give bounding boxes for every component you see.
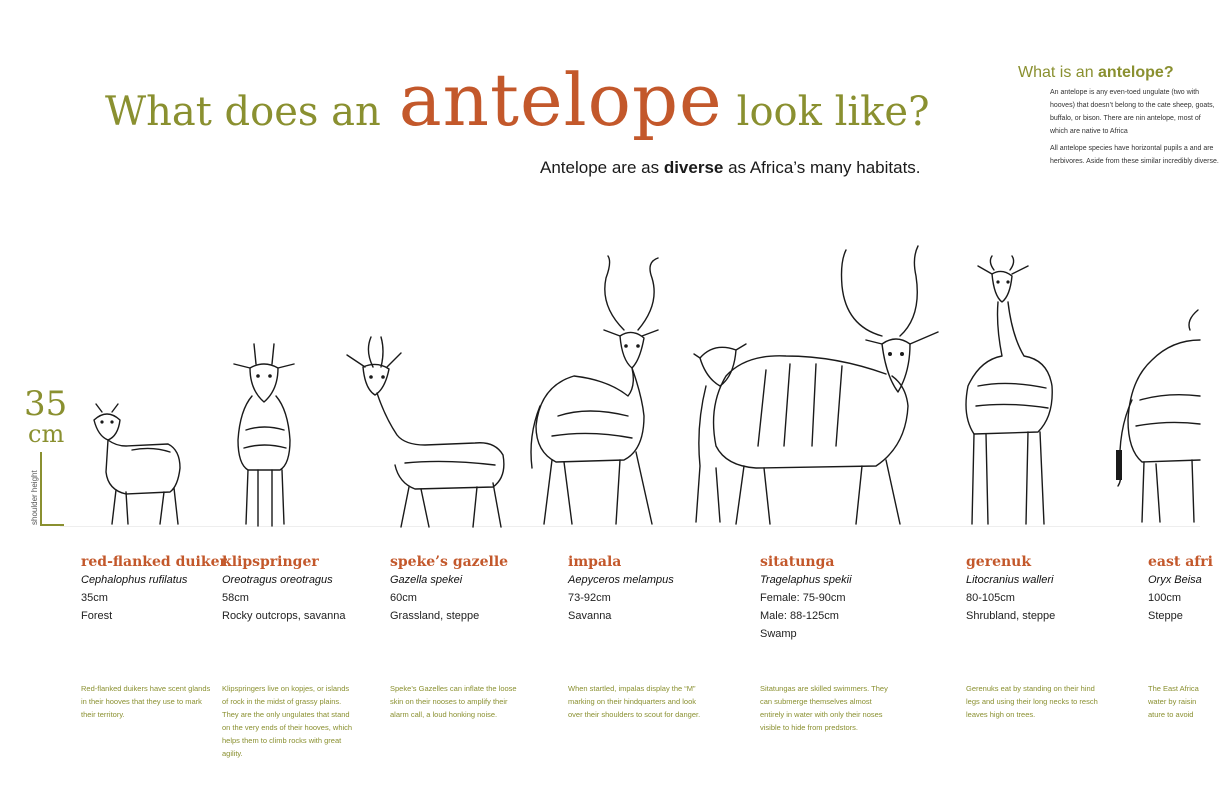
species-size: 73-92cm bbox=[568, 592, 611, 604]
duiker-illustration bbox=[82, 402, 187, 533]
species-size: 35cm bbox=[81, 592, 108, 604]
species-size: 60cm bbox=[390, 592, 417, 604]
info-heading-pre: What is an bbox=[1018, 64, 1099, 81]
species-scientific-name: Gazella spekei bbox=[390, 574, 463, 586]
sitatunga-illustration bbox=[686, 246, 946, 533]
species-habitat: Rocky outcrops, savanna bbox=[222, 610, 346, 622]
species-name: red-flanked duiker bbox=[81, 554, 227, 570]
species-scientific-name: Oryx Beisa bbox=[1148, 574, 1202, 586]
species-scientific-name: Aepyceros melampus bbox=[568, 574, 674, 586]
species-east-african-oryx bbox=[1148, 554, 1213, 719]
subtitle-post: as Africa’s many habitats. bbox=[723, 158, 921, 177]
species-habitat: Steppe bbox=[1148, 610, 1183, 622]
species-scientific-name: Litocranius walleri bbox=[966, 574, 1054, 586]
species-name: gerenuk bbox=[966, 554, 1032, 570]
species-fact: Gerenuks eat by standing on their hind legs and using their long necks to resch leaves high on trees. bbox=[966, 684, 1098, 719]
species-name: klipspringer bbox=[222, 554, 319, 570]
species-impala bbox=[568, 554, 738, 719]
species-sitatunga bbox=[760, 554, 930, 732]
info-paragraph-2: All antelope species have horizontal pupils a and are herbivores. Aside from these similar incredibly diverse. bbox=[1050, 145, 1219, 165]
species-size: 100cm bbox=[1148, 592, 1182, 604]
page-title bbox=[105, 58, 930, 142]
scale-unit: cm bbox=[28, 420, 65, 448]
species-fact: When startled, impalas display the “M” marking on their hindquarters and look over their shoulders to scout for danger. bbox=[568, 684, 701, 719]
impala-illustration bbox=[528, 256, 678, 533]
subtitle bbox=[540, 158, 921, 178]
title-part-1: What does an bbox=[105, 89, 381, 135]
species-fact: Klipspringers live on kopjes, or islands of rock in the midst of grassy plains. They are the only ungulates that stand on the very ends of their hooves, which helps them to climb rocks with great agility. bbox=[222, 684, 353, 758]
species-name: east afri bbox=[1148, 554, 1213, 570]
info-paragraph-1: An antelope is any even-toed ungulate (two with hooves) that doesn’t belong to the cate sheep, goats, buffalo, or bison. There are nin antelope, most of which are native to Africa bbox=[1050, 89, 1215, 135]
species-habitat: Forest bbox=[81, 610, 113, 622]
species-size: 58cm bbox=[222, 592, 249, 604]
klipspringer-illustration bbox=[228, 340, 300, 535]
species-fact: Speke’s Gazelles can inflate the loose skin on their nooses to amplify their alarm call, a loud honking noise. bbox=[390, 684, 517, 719]
species-habitat: Savanna bbox=[568, 610, 612, 622]
info-box bbox=[1018, 64, 1218, 168]
species-size-male: Male: 88-125cm bbox=[760, 610, 839, 622]
title-highlight: antelope bbox=[398, 58, 723, 142]
species-habitat: Shrubland, steppe bbox=[966, 610, 1056, 622]
species-size-female: Female: 75-90cm bbox=[760, 592, 846, 604]
subtitle-pre: Antelope are as bbox=[540, 158, 664, 177]
species-name: sitatunga bbox=[760, 554, 835, 570]
species-habitat: Grassland, steppe bbox=[390, 610, 480, 622]
species-name: speke’s gazelle bbox=[390, 554, 509, 570]
subtitle-bold: diverse bbox=[663, 158, 724, 177]
species-spekes-gazelle bbox=[390, 554, 560, 719]
species-name: impala bbox=[568, 554, 622, 570]
species-scientific-name: Cephalophus rufilatus bbox=[81, 574, 188, 586]
species-fact: Red-flanked duikers have scent glands in their hooves that they use to mark their territory. bbox=[81, 684, 211, 719]
scale-bar bbox=[40, 452, 42, 526]
species-fact: The East Africa water by raisin ature to avoid bbox=[1148, 684, 1199, 719]
oryx-illustration bbox=[1112, 300, 1200, 531]
species-scientific-name: Oreotragus oreotragus bbox=[222, 574, 333, 586]
info-heading bbox=[1018, 64, 1218, 82]
species-gerenuk bbox=[966, 554, 1136, 719]
gazelle-illustration bbox=[345, 337, 520, 534]
title-part-3: look like? bbox=[736, 89, 930, 135]
species-scientific-name: Tragelaphus spekii bbox=[760, 574, 852, 586]
gerenuk-illustration bbox=[958, 256, 1068, 533]
info-heading-bold: antelope? bbox=[1098, 64, 1174, 81]
scale-value: 35 bbox=[24, 384, 68, 424]
species-habitat: Swamp bbox=[760, 628, 797, 640]
species-klipspringer bbox=[222, 554, 392, 758]
species-size: 80-105cm bbox=[966, 592, 1015, 604]
species-fact: Sitatungas are skilled swimmers. They can submerge themselves almost entirely in water with only their noses visible to hide from predstors. bbox=[760, 684, 888, 732]
scale-label: shoulder height bbox=[30, 470, 39, 525]
